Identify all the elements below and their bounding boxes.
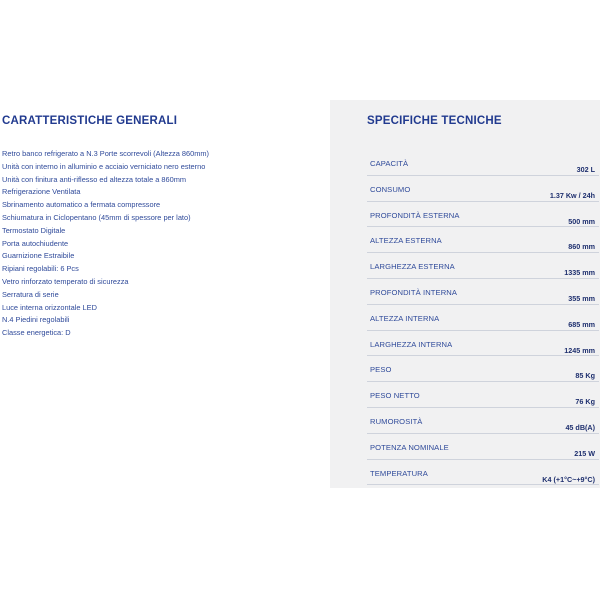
spec-row-altezza-esterna — [367, 227, 599, 253]
spec-value: 1.37 Kw / 24h — [549, 190, 595, 200]
spec-value: 355 mm — [568, 293, 595, 303]
spec-label: CAPACITÀ — [370, 159, 409, 168]
spec-row-profondita-esterna — [367, 202, 599, 228]
spec-row-temperatura — [367, 460, 599, 486]
feature-item: Luce interna orizzontale LED — [2, 302, 97, 312]
feature-item: Classe energetica: D — [2, 328, 71, 338]
spec-value: 85 Kg — [575, 371, 595, 381]
spec-value: 76 Kg — [575, 397, 595, 407]
spec-value: 1335 mm — [564, 268, 595, 278]
spec-label: LARGHEZZA ESTERNA — [370, 262, 455, 272]
spec-label: TEMPERATURA — [370, 468, 428, 478]
spec-value: 500 mm — [568, 216, 595, 226]
general-title: CARATTERISTICHE GENERALI — [2, 115, 178, 127]
feature-item: Guarnizione Estraibile — [2, 251, 75, 261]
spec-row-peso — [367, 356, 599, 382]
feature-item: Unità con finitura anti-riflesso ed altezza totale a 860mm — [2, 174, 187, 184]
spec-row-larghezza-esterna — [367, 253, 599, 279]
feature-item: Sbrinamento automatico a fermata compressore — [2, 200, 161, 210]
feature-item: Unità con interno in alluminio e acciaio verniciato nero esterno — [2, 161, 206, 171]
spec-value: 685 mm — [568, 319, 595, 329]
spec-value: 215 W — [574, 448, 595, 458]
spec-row-potenza-nominale — [367, 434, 599, 460]
spec-value: 45 dB(A) — [565, 422, 595, 432]
specs-table — [367, 150, 599, 485]
spec-label: PROFONDITÀ ESTERNA — [370, 210, 460, 220]
spec-row-rumorosita — [367, 408, 599, 434]
feature-item: Termostato Digitale — [2, 225, 66, 235]
feature-item: Ripiani regolabili: 6 Pcs — [2, 264, 79, 274]
spec-label: PESO NETTO — [370, 391, 420, 401]
spec-row-profondita-interna — [367, 279, 599, 305]
spec-row-altezza-interna — [367, 305, 599, 331]
feature-item: Schiumatura in Ciclopentano (45mm di spessore per lato) — [2, 212, 191, 222]
spec-row-larghezza-interna — [367, 331, 599, 357]
feature-item: Refrigerazione Ventilata — [2, 187, 81, 197]
spec-value: 860 mm — [568, 242, 595, 252]
feature-item: Retro banco refrigerato a N.3 Porte scorrevoli (Altezza 860mm) — [2, 149, 210, 158]
spec-row-consumo — [367, 176, 599, 202]
spec-row-peso-netto — [367, 382, 599, 408]
spec-label: POTENZA NOMINALE — [370, 442, 449, 452]
feature-item: Vetro rinforzato temperato di sicurezza — [2, 276, 129, 286]
specs-title: SPECIFICHE TECNICHE — [367, 115, 502, 127]
feature-item: Porta autochiudente — [2, 238, 69, 248]
features-list — [2, 148, 327, 340]
spec-label: PROFONDITÀ INTERNA — [370, 287, 458, 297]
spec-label: ALTEZZA INTERNA — [370, 313, 440, 323]
feature-item: Serratura di serie — [2, 289, 59, 299]
spec-label: ALTEZZA ESTERNA — [370, 236, 442, 246]
spec-value: K4 (+1°C~+9°C) — [542, 474, 595, 484]
spec-label: CONSUMO — [370, 184, 411, 194]
spec-value: 302 L — [576, 165, 595, 174]
spec-label: PESO — [370, 365, 392, 375]
feature-item: N.4 Piedini regolabili — [2, 315, 70, 325]
spec-row-capacita — [367, 150, 599, 176]
spec-value: 1245 mm — [564, 345, 595, 355]
spec-label: RUMOROSITÀ — [370, 416, 423, 426]
spec-label: LARGHEZZA INTERNA — [370, 339, 453, 349]
